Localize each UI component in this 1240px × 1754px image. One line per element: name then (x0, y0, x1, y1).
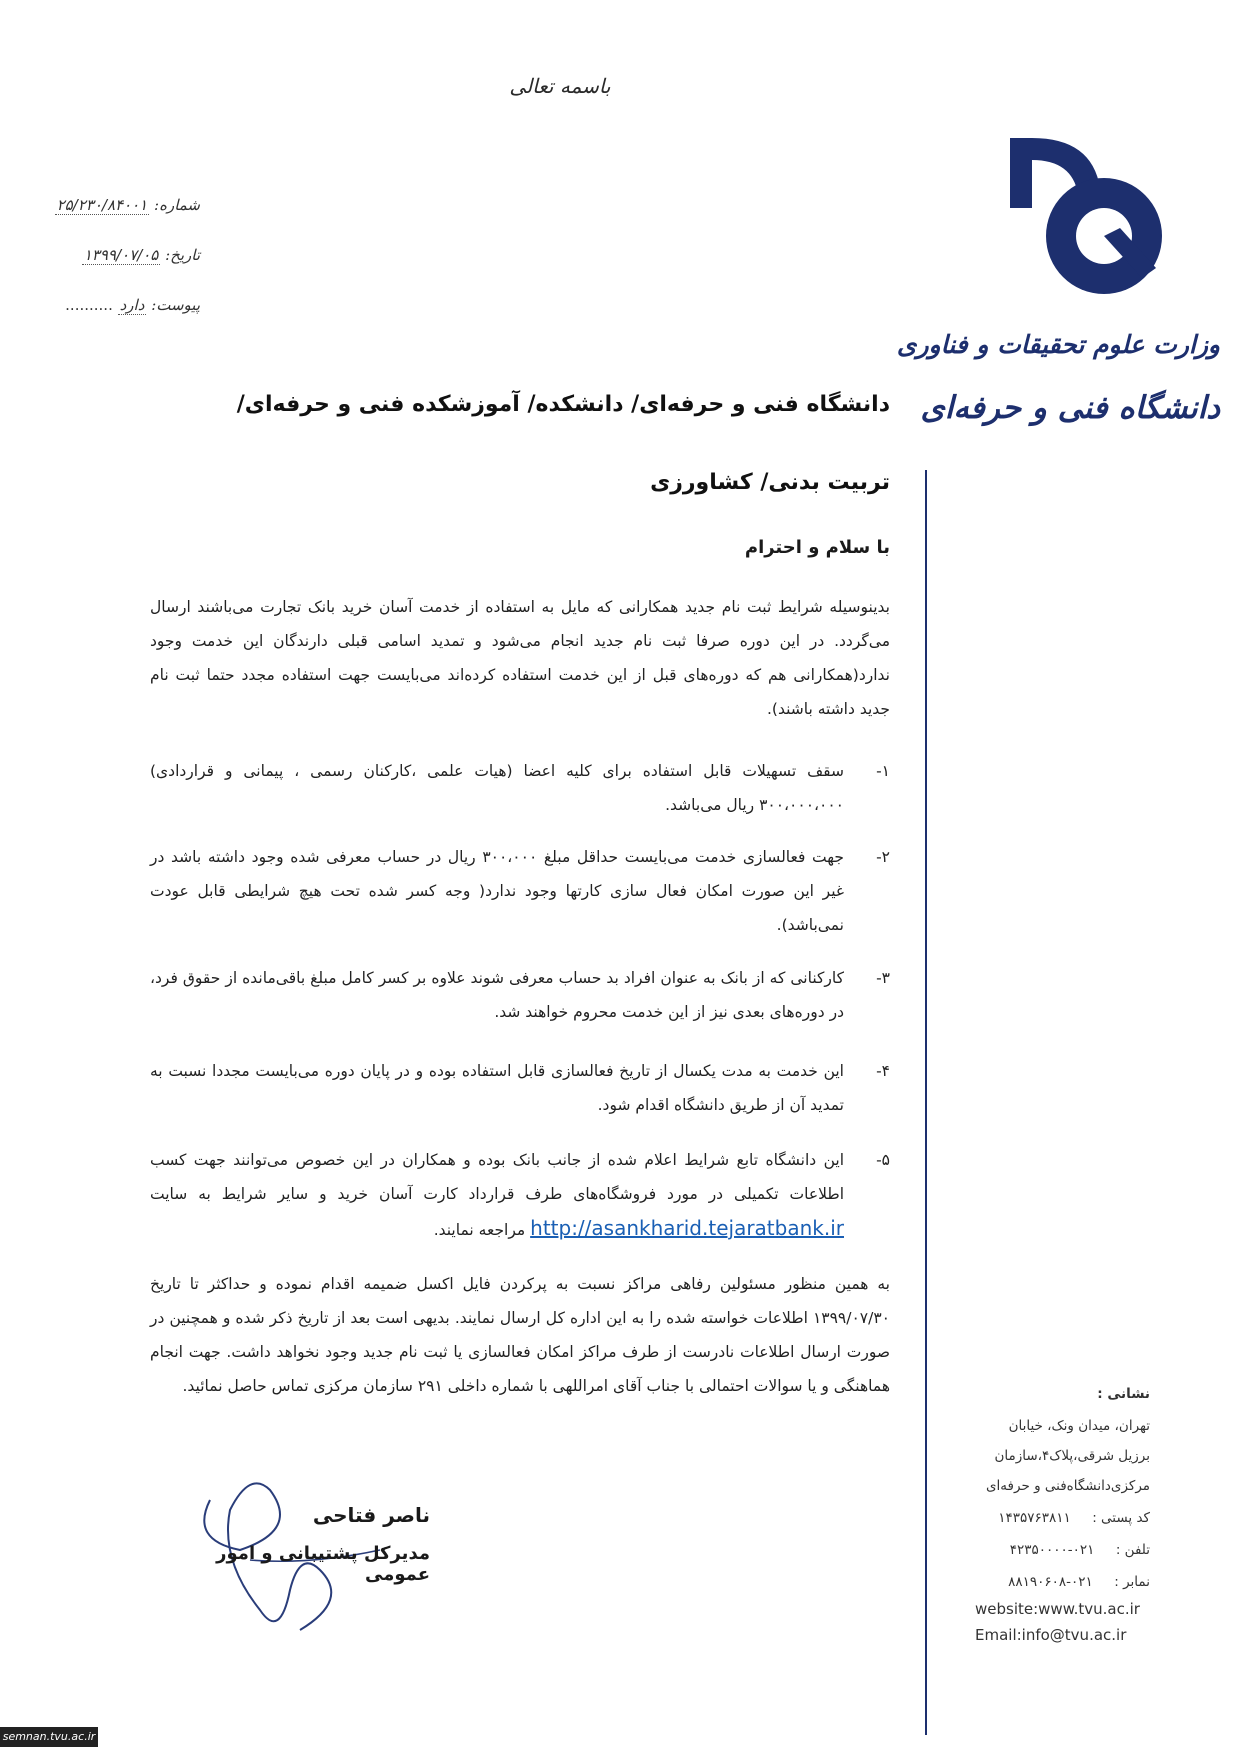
list-item (150, 840, 890, 942)
invocation-heading: باسمه تعالی (509, 74, 611, 98)
list-item-text: کارکنانی که از بانک به عنوان افراد بد حساب معرفی شوند علاوه بر کسر کامل مبلغ باقی‌مانده از حقوق فرد، در دوره‌های بعدی نیز از این خدمت محروم خواهند شد. (150, 969, 844, 1021)
fax-value: ۰۲۱-۸۸۱۹۰۶۰۸ (1008, 1574, 1093, 1590)
phone-label: تلفن : (1115, 1542, 1150, 1558)
ministry-name: وزارت علوم تحقیقات و فناوری (896, 330, 1220, 359)
list-item-number: ۴- (876, 1062, 890, 1080)
phone-value: ۰۲۱-۴۲۳۵۰۰۰۰ (1009, 1542, 1095, 1558)
item5-text-after: مراجعه نمایند. (433, 1221, 526, 1239)
letter-number (40, 196, 200, 214)
fax (940, 1574, 1150, 1590)
list-item (150, 1143, 890, 1247)
list-item-number: ۱- (876, 762, 890, 780)
letter-number-value: ۲۵/۲۳۰/۸۴۰۰۱ (56, 196, 148, 214)
letter-attachment-label: پیوست: (151, 296, 200, 314)
university-logo-icon (992, 128, 1172, 308)
postal-code-label: کد پستی : (1092, 1510, 1150, 1526)
signer-title: مدیرکل پشتیبانی و امور عمومی (216, 1543, 430, 1585)
postal-code (940, 1510, 1150, 1526)
list-item-text: جهت فعالسازی خدمت می‌بایست حداقل مبلغ ۳۰۰،۰۰۰ ریال در حساب معرفی شده وجود داشته باشد در غیر این صورت امکان فعال سازی کارتها وجود ندارد( وجه کسر شده تحت هیچ شرایطی قابل عودت نمی‌باشد). (150, 848, 844, 934)
list-item (150, 1054, 890, 1122)
address-line-3: مرکزی‌دانشگاه‌فنی و حرفه‌ای (985, 1478, 1150, 1494)
list-item-text: این خدمت به مدت یکسال از تاریخ فعالسازی قابل استفاده بوده و در پایان دوره می‌بایست مجددا نسبت به تمدید آن از طریق دانشگاه اقدام شود. (150, 1062, 844, 1114)
email-text: Email:info@tvu.ac.ir (975, 1626, 1127, 1644)
letter-date (40, 246, 200, 264)
fax-label: نمابر : (1114, 1574, 1150, 1590)
margin-divider (925, 470, 927, 1735)
letter-attachment (40, 296, 200, 314)
list-item (150, 754, 890, 822)
recipient-line-1: دانشگاه فنی و حرفه‌ای/ دانشکده/ آموزشکده فنی و حرفه‌ای/ (236, 392, 890, 417)
recipient-line-2: تربیت بدنی/ کشاورزی (650, 470, 890, 495)
greeting: با سلام و احترام (744, 537, 890, 558)
university-name: دانشگاه فنی و حرفه‌ای (920, 390, 1220, 426)
letter-date-label: تاریخ: (165, 246, 200, 264)
letter-attachment-value: دارد (119, 296, 145, 314)
address-line-1: تهران، میدان ونک، خیابان (1008, 1418, 1150, 1434)
postal-code-value: ۱۴۳۵۷۶۳۸۱۱ (998, 1510, 1071, 1526)
letter-number-label: شماره: (154, 196, 200, 214)
footer-tag: semnan.tvu.ac.ir (0, 1727, 98, 1747)
list-item-number: ۵- (876, 1151, 890, 1169)
list-item-text: سقف تسهیلات قابل استفاده برای کلیه اعضا (هیات علمی ،کارکنان رسمی ، پیمانی و قراردادی) ۳۰۰،۰۰۰،۰۰۰ ریال می‌باشد. (150, 762, 844, 814)
list-item-number: ۲- (876, 848, 890, 866)
bank-website-link[interactable]: http://asankharid.tejaratbank.ir (530, 1216, 844, 1240)
phone (940, 1542, 1150, 1558)
website-text: website:www.tvu.ac.ir (975, 1600, 1140, 1618)
address-line-2: برزیل شرقی،پلاک۴،سازمان (994, 1448, 1150, 1464)
list-item-text (150, 1143, 844, 1247)
closing-paragraph: به همین منظور مسئولین رفاهی مراکز نسبت به پرکردن فایل اکسل ضمیمه اقدام نموده و حداکثر تا تاریخ ۱۳۹۹/۰۷/۳۰ اطلاعات خواسته شده را به این اداره کل ارسال نمایند. بدیهی است بعد از تاریخ ذکر شده و همچنین در صورت ارسال اطلاعات نادرست از طرف مراکز امکان فعالسازی یا ثبت نام جدید وجود نخواهد داشت. جهت انجام هماهنگی و یا سوالات احتمالی با جناب آقای امراللهی با شماره داخلی ۲۹۱ سازمان مرکزی تماس حاصل نمائید. (150, 1275, 890, 1395)
list-item-number: ۳- (876, 969, 890, 987)
signer-name: ناصر فتاحی (312, 1503, 430, 1527)
address-label: نشانی : (1097, 1386, 1150, 1402)
attachment-dots: .......... (65, 296, 113, 314)
letter-date-value: ۱۳۹۹/۰۷/۰۵ (83, 246, 159, 264)
intro-paragraph: بدینوسیله شرایط ثبت نام جدید همکارانی که مایل به استفاده از خدمت آسان خرید بانک تجارت می‌باشند ارسال می‌گردد. در این دوره صرفا ثبت نام جدید انجام می‌شود و تمدید اسامی قبلی دارندگان این خدمت وجود ندارد(همکارانی هم که دوره‌های قبل از این خدمت استفاده کرده‌اند می‌بایست جهت استفاده مجدد حتما ثبت نام جدید داشته باشند). (150, 598, 890, 718)
list-item (150, 961, 890, 1029)
item5-text-before: این دانشگاه تابع شرایط اعلام شده از جانب بانک بوده و همکاران در این خصوص می‌توانند جهت کسب اطلاعات تکمیلی در مورد فروشگاه‌های طرف قرارداد کارت آسان خرید و سایر شرایط به سایت (150, 1151, 844, 1203)
